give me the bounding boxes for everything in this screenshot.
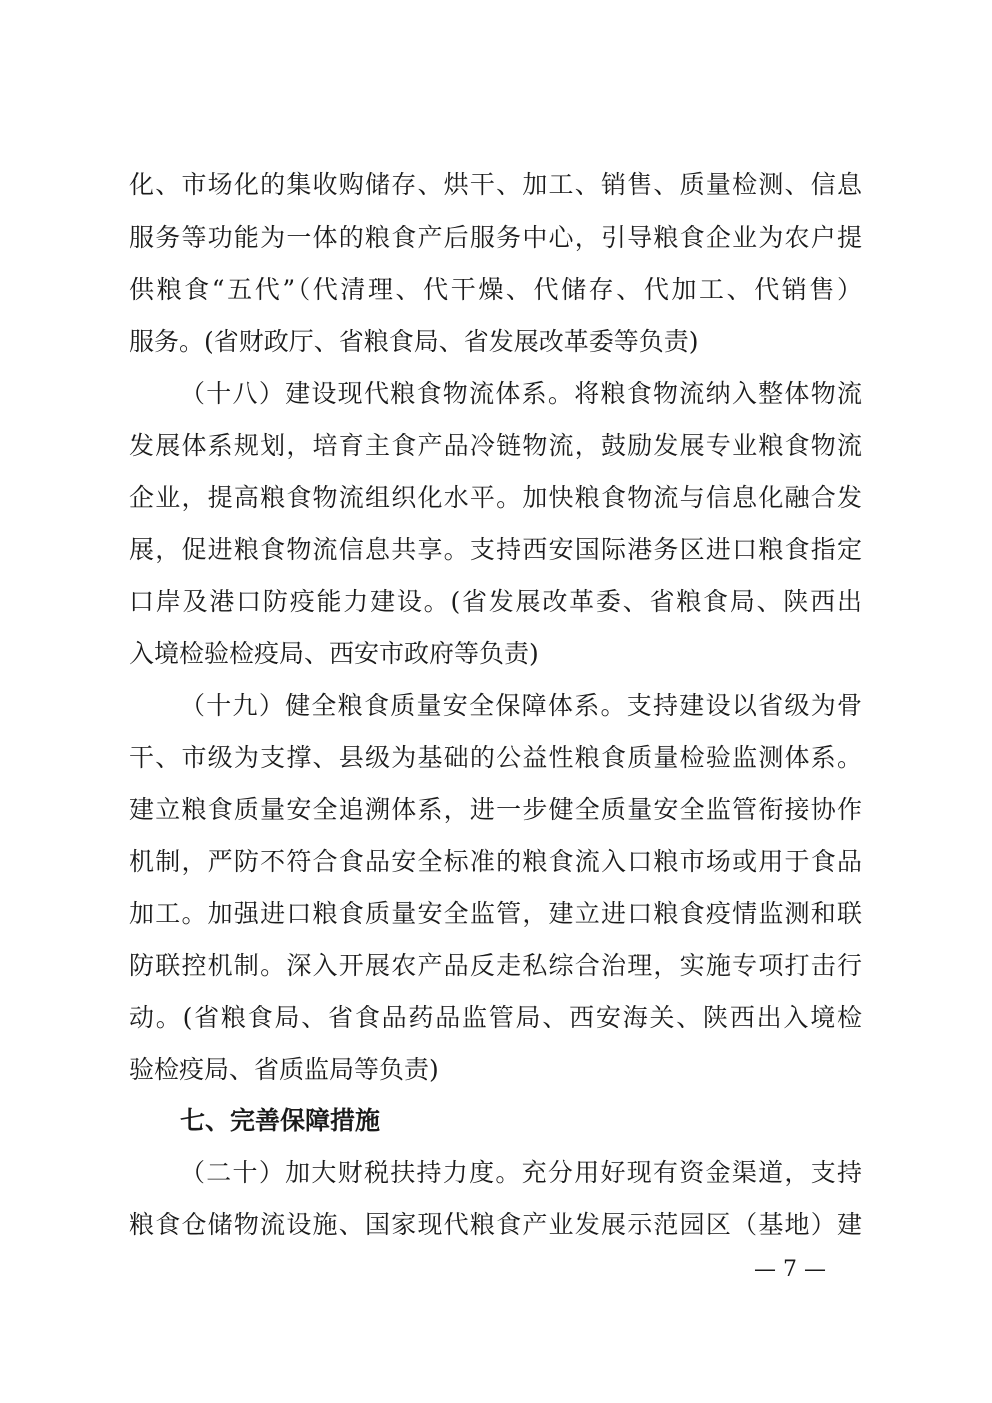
paragraph-line: 发展体系规划，培育主食产品冷链物流，鼓励发展专业粮食物流 — [129, 431, 862, 460]
paragraph-line: 展，促进粮食物流信息共享。支持西安国际港务区进口粮食指定 — [129, 535, 862, 564]
paragraph-line: 化、市场化的集收购储存、烘干、加工、销售、质量检测、信息 — [129, 170, 862, 199]
paragraph-line: 服务等功能为一体的粮食产后服务中心，引导粮食企业为农户提 — [129, 223, 862, 252]
paragraph-line: 供粮食“五代”（代清理、代干燥、代储存、代加工、代销售） — [129, 275, 862, 304]
paragraph-line: 企业，提高粮食物流组织化水平。加快粮食物流与信息化融合发 — [129, 483, 862, 512]
paragraph-line: （十九）健全粮食质量安全保障体系。支持建设以省级为骨 — [180, 691, 862, 720]
paragraph-line: 口岸及港口防疫能力建设。(省发展改革委、省粮食局、陕西出 — [129, 587, 862, 616]
paragraph-line: 防联控机制。深入开展农产品反走私综合治理，实施专项打击行 — [129, 951, 862, 980]
paragraph-line: 建立粮食质量安全追溯体系，进一步健全质量安全监管衔接协作 — [129, 795, 862, 824]
paragraph-line: 加工。加强进口粮食质量安全监管，建立进口粮食疫情监测和联 — [129, 899, 862, 928]
section-heading: 七、完善保障措施 — [180, 1106, 381, 1135]
paragraph-line: 动。(省粮食局、省食品药品监管局、西安海关、陕西出入境检 — [129, 1003, 862, 1032]
paragraph-line: 粮食仓储物流设施、国家现代粮食产业发展示范园区（基地）建 — [129, 1210, 862, 1239]
paragraph-line: 服务。(省财政厅、省粮食局、省发展改革委等负责) — [129, 327, 699, 356]
paragraph-line: 入境检验检疫局、西安市政府等负责) — [129, 639, 539, 668]
paragraph-line: 验检疫局、省质监局等负责) — [129, 1055, 439, 1084]
paragraph-line: （二十）加大财税扶持力度。充分用好现有资金渠道，支持 — [180, 1158, 862, 1187]
paragraph-line: （十八）建设现代粮食物流体系。将粮食物流纳入整体物流 — [180, 379, 862, 408]
paragraph-line: 机制，严防不符合食品安全标准的粮食流入口粮市场或用于食品 — [129, 847, 862, 876]
page-number: — 7 — — [754, 1257, 826, 1282]
paragraph-line: 干、市级为支撑、县级为基础的公益性粮食质量检验监测体系。 — [129, 743, 862, 772]
